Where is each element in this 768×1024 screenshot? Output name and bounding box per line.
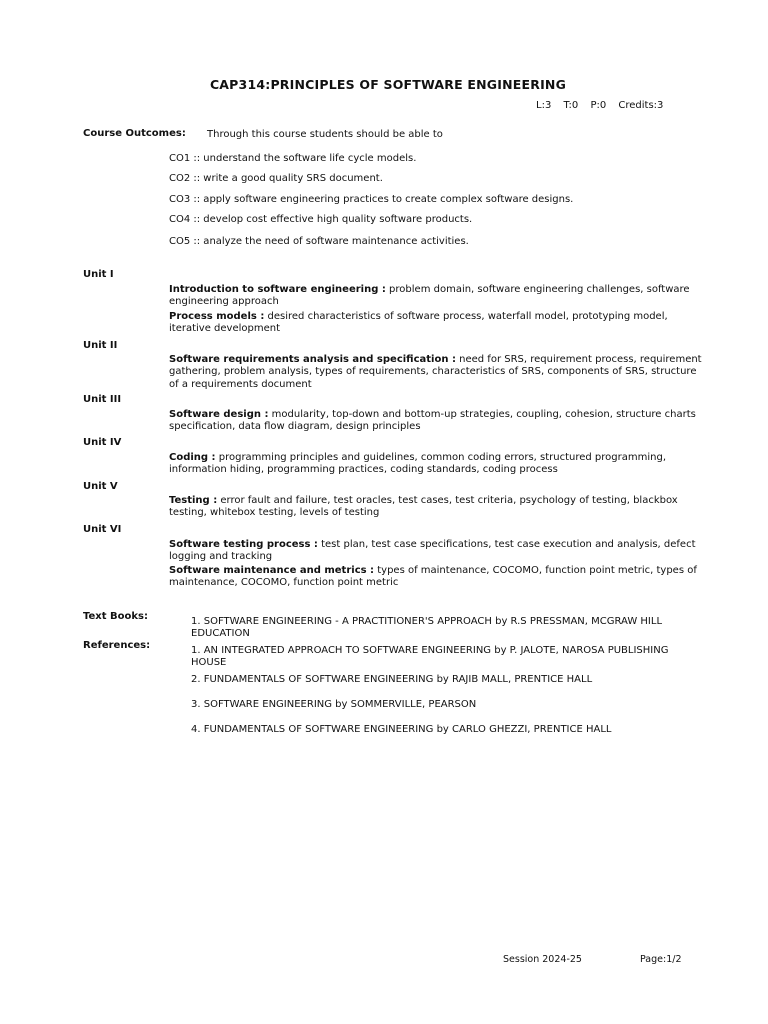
reference-item: 2. FUNDAMENTALS OF SOFTWARE ENGINEERING by RAJIB MALL, PRENTICE HALL	[191, 674, 593, 685]
unit-topic	[169, 409, 709, 434]
reference-item: 3. SOFTWARE ENGINEERING by SOMMERVILLE, PEARSON	[191, 699, 477, 710]
unit-topic	[169, 311, 709, 336]
topic-text: modularity, top-down and bottom-up strategies, coupling, cohesion, structure charts specification, data flow diagram, design principles	[169, 409, 696, 433]
topic-heading: Software design :	[169, 409, 269, 420]
unit-topic	[169, 354, 709, 391]
topic-heading: Testing :	[169, 495, 218, 506]
text-books-label: Text Books:	[83, 611, 148, 622]
course-title: CAP314:PRINCIPLES OF SOFTWARE ENGINEERING	[209, 77, 567, 92]
references-label: References:	[83, 640, 151, 651]
unit-label: Unit III	[83, 394, 122, 405]
unit-topic	[169, 565, 709, 590]
unit-label: Unit I	[83, 269, 114, 280]
topic-text: problem domain, software engineering challenges, software engineering approach	[169, 284, 690, 308]
topic-heading: Software requirements analysis and specification :	[169, 354, 456, 365]
tutorial-hours: T:0	[563, 100, 579, 111]
unit-label: Unit II	[83, 340, 118, 351]
topic-heading: Software testing process :	[169, 539, 318, 550]
session-label: Session 2024-25	[503, 954, 582, 965]
course-outcome-item: CO5 :: analyze the need of software maintenance activities.	[169, 236, 469, 247]
course-outcome-item: CO4 :: develop cost effective high quality software products.	[169, 214, 473, 225]
topic-text: types of maintenance, COCOMO, function point metric, types of maintenance, COCOMO, function point metric	[169, 565, 697, 589]
credits: Credits:3	[618, 100, 664, 111]
topic-text: error fault and failure, test oracles, test cases, test criteria, psychology of testing, blackbox testing, whitebox testing, levels of testing	[169, 495, 678, 519]
lecture-hours: L:3	[536, 100, 552, 111]
unit-label: Unit V	[83, 481, 118, 492]
unit-topic	[169, 452, 709, 477]
topic-text: programming principles and guidelines, common coding errors, structured programming, information hiding, programming practices, coding standards, coding process	[169, 452, 666, 476]
topic-heading: Process models :	[169, 311, 265, 322]
topic-heading: Coding :	[169, 452, 216, 463]
unit-label: Unit IV	[83, 437, 122, 448]
unit-label: Unit VI	[83, 524, 122, 535]
unit-topic	[169, 284, 709, 309]
text-book-item: 1. SOFTWARE ENGINEERING - A PRACTITIONER'S APPROACH by R.S PRESSMAN, MCGRAW HILL EDUCATION	[191, 616, 663, 640]
unit-topic	[169, 495, 709, 520]
course-outcomes-intro: Through this course students should be able to	[207, 129, 443, 140]
course-outcomes-label: Course Outcomes:	[83, 128, 186, 139]
practical-hours: P:0	[590, 100, 607, 111]
topic-heading: Introduction to software engineering :	[169, 284, 386, 295]
course-outcome-item: CO3 :: apply software engineering practices to create complex software designs.	[169, 194, 574, 205]
unit-topic	[169, 539, 709, 564]
topic-text: test plan, test case specifications, test case execution and analysis, defect logging and tracking	[169, 539, 696, 563]
ltp-credits	[536, 100, 663, 111]
topic-text: need for SRS, requirement process, requirement gathering, problem analysis, types of requirements, characteristics of SRS, components of SRS, structure of a requirements document	[169, 354, 702, 390]
course-outcome-item: CO1 :: understand the software life cycle models.	[169, 153, 417, 164]
topic-text: desired characteristics of software process, waterfall model, prototyping model, iterative development	[169, 311, 668, 335]
page-number: Page:1/2	[640, 954, 682, 965]
reference-item: 4. FUNDAMENTALS OF SOFTWARE ENGINEERING by CARLO GHEZZI, PRENTICE HALL	[191, 724, 612, 735]
course-outcome-item: CO2 :: write a good quality SRS document.	[169, 173, 383, 184]
reference-item: 1. AN INTEGRATED APPROACH TO SOFTWARE ENGINEERING by P. JALOTE, NAROSA PUBLISHING HOUSE	[191, 645, 669, 669]
topic-heading: Software maintenance and metrics :	[169, 565, 375, 576]
